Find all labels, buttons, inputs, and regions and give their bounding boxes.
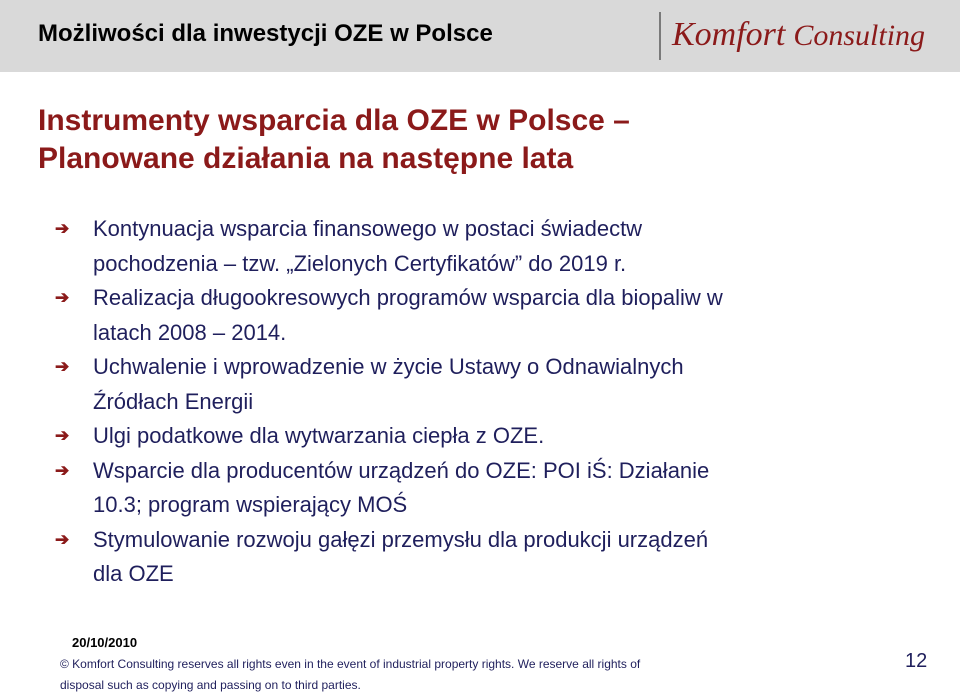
bullet-line1: Realizacja długookresowych programów wsparcia dla biopaliw w bbox=[93, 285, 723, 310]
footer-copyright bbox=[60, 654, 660, 696]
header-divider bbox=[659, 12, 661, 60]
page-number: 12 bbox=[905, 650, 928, 672]
arrow-right-icon: ➔ bbox=[55, 426, 70, 445]
arrow-right-icon: ➔ bbox=[55, 357, 70, 376]
bullet-item bbox=[55, 523, 915, 592]
copyright-line1: © Komfort Consulting reserves all rights even in the event of industrial property rights. We reserve all rights of bbox=[60, 657, 641, 671]
bullet-list bbox=[55, 212, 915, 592]
bullet-line1: Ulgi podatkowe dla wytwarzania ciepła z OZE. bbox=[93, 423, 545, 448]
slide-title-line1: Instrumenty wsparcia dla OZE w Polsce – bbox=[38, 104, 630, 137]
bullet-line2: pochodzenia – tzw. „Zielonych Certyfikatów” do 2019 r. bbox=[93, 250, 627, 276]
bullet-line2: dla OZE bbox=[93, 561, 174, 586]
bullet-item bbox=[55, 212, 915, 281]
bullet-item bbox=[55, 454, 915, 523]
header-bar bbox=[0, 0, 960, 72]
brand-name-part1: Komfort bbox=[672, 16, 786, 53]
bullet-line2: Źródłach Energii bbox=[93, 388, 254, 414]
arrow-right-icon: ➔ bbox=[55, 219, 70, 238]
bullet-line2: latach 2008 – 2014. bbox=[93, 319, 287, 345]
bullet-item bbox=[55, 281, 915, 350]
arrow-right-icon: ➔ bbox=[55, 288, 70, 307]
slide-title bbox=[38, 102, 630, 178]
brand-name-part2: Consulting bbox=[793, 19, 926, 52]
arrow-right-icon: ➔ bbox=[55, 460, 70, 480]
bullet-line2: 10.3; program wspierający MOŚ bbox=[93, 492, 408, 517]
bullet-item bbox=[55, 350, 915, 419]
header-title: Możliwości dla inwestycji OZE w Polsce bbox=[38, 20, 493, 47]
footer-date: 20/10/2010 bbox=[72, 635, 138, 650]
copyright-line2: disposal such as copying and passing on to third parties. bbox=[60, 678, 361, 692]
bullet-line1: Uchwalenie i wprowadzenie w życie Ustawy o Odnawialnych bbox=[93, 354, 684, 379]
bullet-line1: Stymulowanie rozwoju gałęzi przemysłu dla produkcji urządzeń bbox=[93, 526, 709, 552]
slide-title-line2: Planowane działania na następne lata bbox=[38, 142, 574, 175]
bullet-line1: Kontynuacja wsparcia finansowego w postaci świadectw bbox=[93, 216, 643, 241]
bullet-item bbox=[55, 419, 915, 454]
arrow-right-icon: ➔ bbox=[55, 529, 70, 549]
brand-logo bbox=[672, 16, 925, 54]
bullet-line1: Wsparcie dla producentów urządzeń do OZE: POI iŚ: Działanie bbox=[93, 457, 710, 483]
